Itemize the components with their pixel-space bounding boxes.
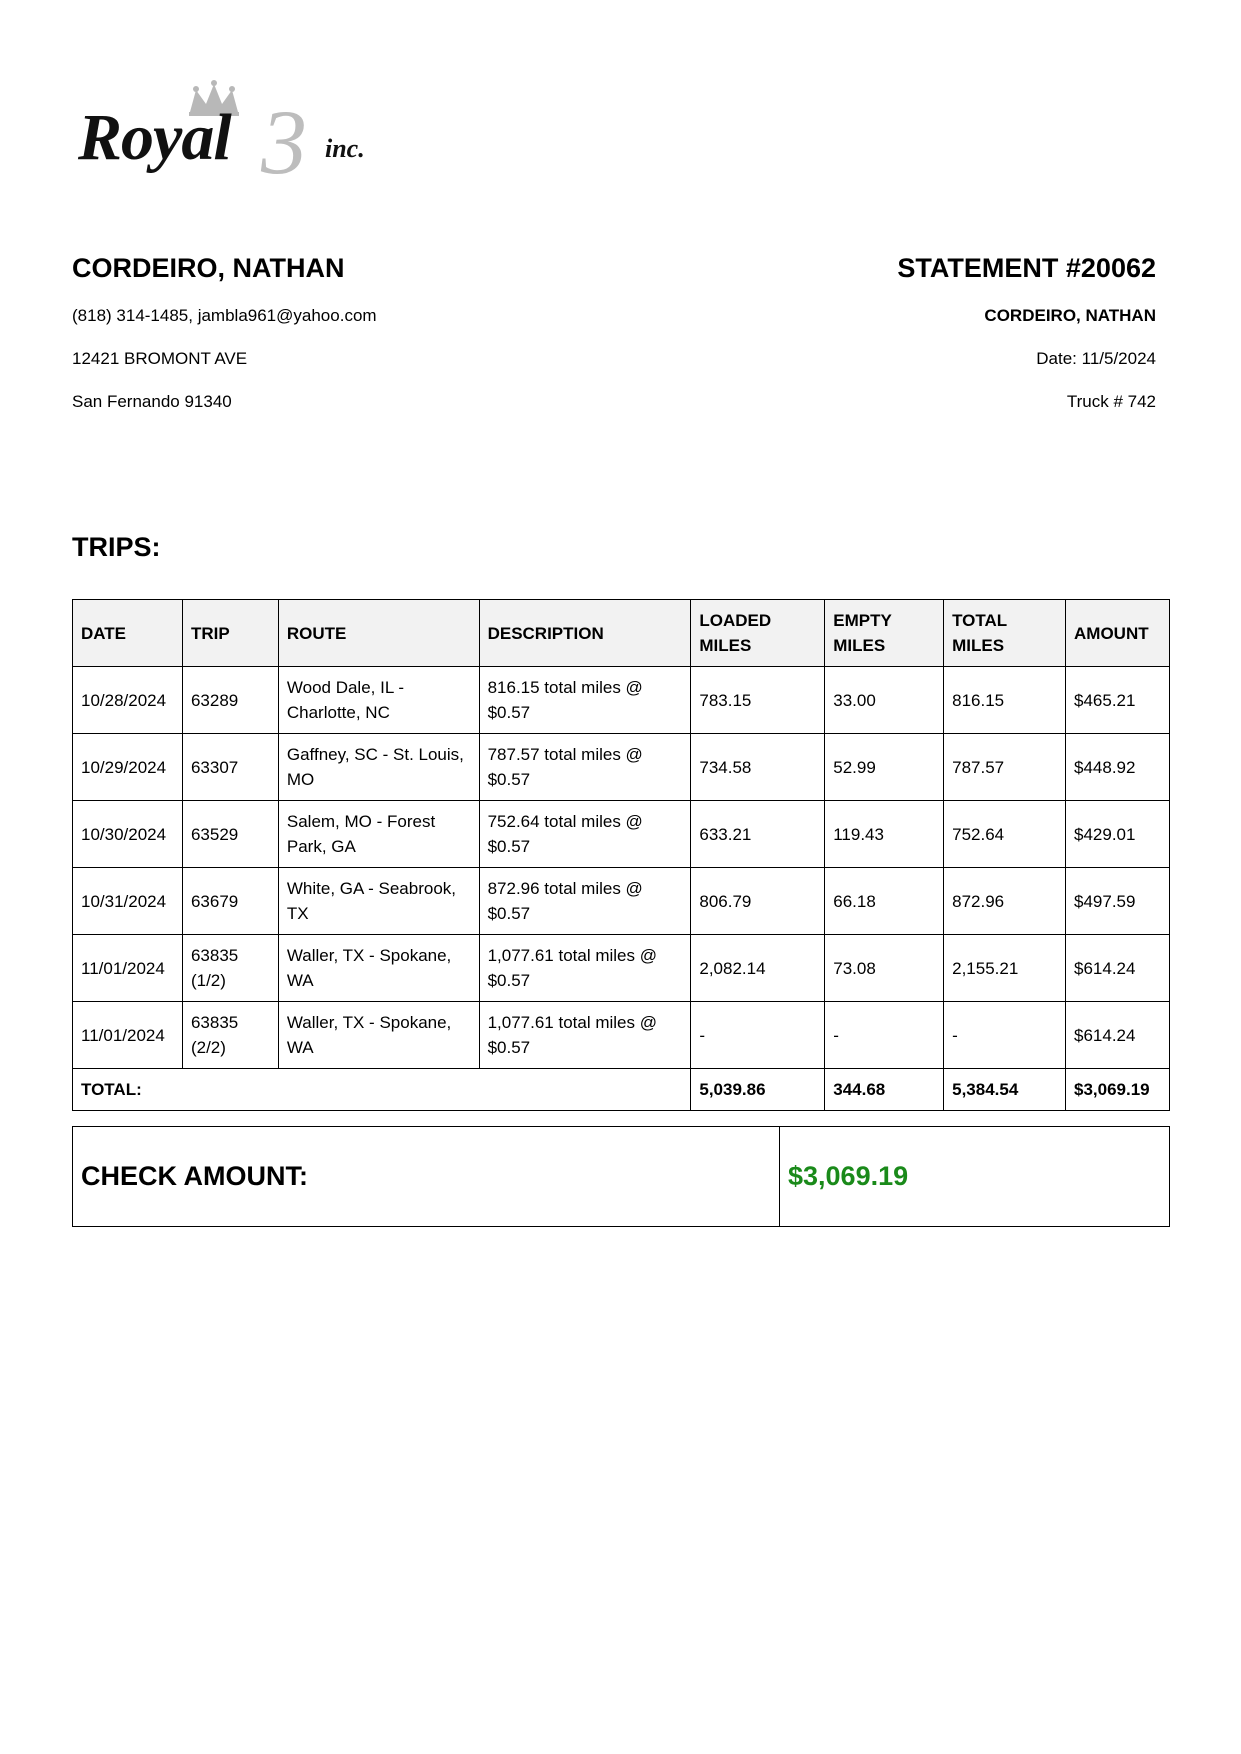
cell-trip: 63529	[182, 801, 278, 868]
cell-total-miles: 816.15	[944, 667, 1066, 734]
total-loaded-miles: 5,039.86	[691, 1069, 825, 1111]
cell-date: 10/29/2024	[73, 734, 183, 801]
check-amount-label: CHECK AMOUNT:	[73, 1127, 780, 1226]
table-row	[73, 935, 1170, 1002]
cell-trip: 63679	[182, 868, 278, 935]
cell-empty-miles: 52.99	[825, 734, 944, 801]
trips-table	[72, 599, 1170, 1111]
cell-empty-miles: 33.00	[825, 667, 944, 734]
cell-route: Waller, TX - Spokane, WA	[278, 935, 479, 1002]
cell-amount: $614.24	[1066, 935, 1170, 1002]
table-row	[73, 868, 1170, 935]
cell-total-miles: 787.57	[944, 734, 1066, 801]
total-total-miles: 5,384.54	[944, 1069, 1066, 1111]
cell-loaded-miles: 633.21	[691, 801, 825, 868]
cell-empty-miles: 119.43	[825, 801, 944, 868]
cell-date: 11/01/2024	[73, 1002, 183, 1069]
table-row	[73, 734, 1170, 801]
cell-date: 10/31/2024	[73, 868, 183, 935]
cell-empty-miles: -	[825, 1002, 944, 1069]
cell-date: 10/28/2024	[73, 667, 183, 734]
driver-contact: (818) 314-1485, jambla961@yahoo.com	[72, 306, 377, 325]
cell-description: 872.96 total miles @ $0.57	[479, 868, 691, 935]
header-route: ROUTE	[278, 600, 479, 667]
total-amount: $3,069.19	[1066, 1069, 1170, 1111]
total-row	[73, 1069, 1170, 1111]
cell-total-miles: -	[944, 1002, 1066, 1069]
cell-amount: $448.92	[1066, 734, 1170, 801]
statement-date: Date: 11/5/2024	[1036, 349, 1156, 368]
cell-amount: $614.24	[1066, 1002, 1170, 1069]
cell-description: 816.15 total miles @ $0.57	[479, 667, 691, 734]
cell-trip: 63835 (2/2)	[182, 1002, 278, 1069]
cell-description: 752.64 total miles @ $0.57	[479, 801, 691, 868]
cell-loaded-miles: 2,082.14	[691, 935, 825, 1002]
cell-amount: $465.21	[1066, 667, 1170, 734]
cell-route: White, GA - Seabrook, TX	[278, 868, 479, 935]
table-header-row	[73, 600, 1170, 667]
cell-route: Gaffney, SC - St. Louis, MO	[278, 734, 479, 801]
driver-name: CORDEIRO, NATHAN	[72, 253, 345, 283]
header-date: DATE	[73, 600, 183, 667]
cell-empty-miles: 73.08	[825, 935, 944, 1002]
statement-truck: Truck # 742	[1066, 392, 1156, 411]
cell-description: 1,077.61 total miles @ $0.57	[479, 935, 691, 1002]
logo-wordmark: Royal	[78, 101, 231, 174]
cell-loaded-miles: 783.15	[691, 667, 825, 734]
cell-route: Wood Dale, IL - Charlotte, NC	[278, 667, 479, 734]
cell-amount: $429.01	[1066, 801, 1170, 868]
cell-amount: $497.59	[1066, 868, 1170, 935]
total-empty-miles: 344.68	[825, 1069, 944, 1111]
cell-loaded-miles: 734.58	[691, 734, 825, 801]
statement-info	[897, 250, 1156, 411]
cell-date: 10/30/2024	[73, 801, 183, 868]
table-row	[73, 1002, 1170, 1069]
header-amount: AMOUNT	[1066, 600, 1170, 667]
header-total-miles: TOTAL MILES	[944, 600, 1066, 667]
cell-loaded-miles: -	[691, 1002, 825, 1069]
check-amount-value: $3,069.19	[788, 1161, 909, 1191]
cell-trip: 63835 (1/2)	[182, 935, 278, 1002]
check-amount-box	[72, 1126, 1170, 1227]
statement-title: STATEMENT #20062	[897, 253, 1156, 283]
logo-number: 3	[261, 91, 307, 193]
cell-route: Salem, MO - Forest Park, GA	[278, 801, 479, 868]
cell-description: 1,077.61 total miles @ $0.57	[479, 1002, 691, 1069]
cell-description: 787.57 total miles @ $0.57	[479, 734, 691, 801]
header-empty-miles: EMPTY MILES	[825, 600, 944, 667]
cell-trip: 63289	[182, 667, 278, 734]
header-trip: TRIP	[182, 600, 278, 667]
cell-loaded-miles: 806.79	[691, 868, 825, 935]
company-logo	[78, 78, 378, 193]
header-description: DESCRIPTION	[479, 600, 691, 667]
cell-trip: 63307	[182, 734, 278, 801]
statement-name: CORDEIRO, NATHAN	[984, 306, 1156, 325]
cell-total-miles: 2,155.21	[944, 935, 1066, 1002]
driver-info	[72, 250, 377, 411]
cell-date: 11/01/2024	[73, 935, 183, 1002]
cell-total-miles: 872.96	[944, 868, 1066, 935]
table-row	[73, 667, 1170, 734]
table-row	[73, 801, 1170, 868]
header-loaded-miles: LOADED MILES	[691, 600, 825, 667]
cell-total-miles: 752.64	[944, 801, 1066, 868]
cell-route: Waller, TX - Spokane, WA	[278, 1002, 479, 1069]
driver-address: 12421 BROMONT AVE	[72, 349, 248, 368]
trips-heading: TRIPS:	[72, 532, 161, 562]
driver-city: San Fernando 91340	[72, 392, 232, 411]
total-label: TOTAL:	[73, 1069, 691, 1111]
cell-empty-miles: 66.18	[825, 868, 944, 935]
logo-suffix: inc.	[325, 134, 365, 163]
